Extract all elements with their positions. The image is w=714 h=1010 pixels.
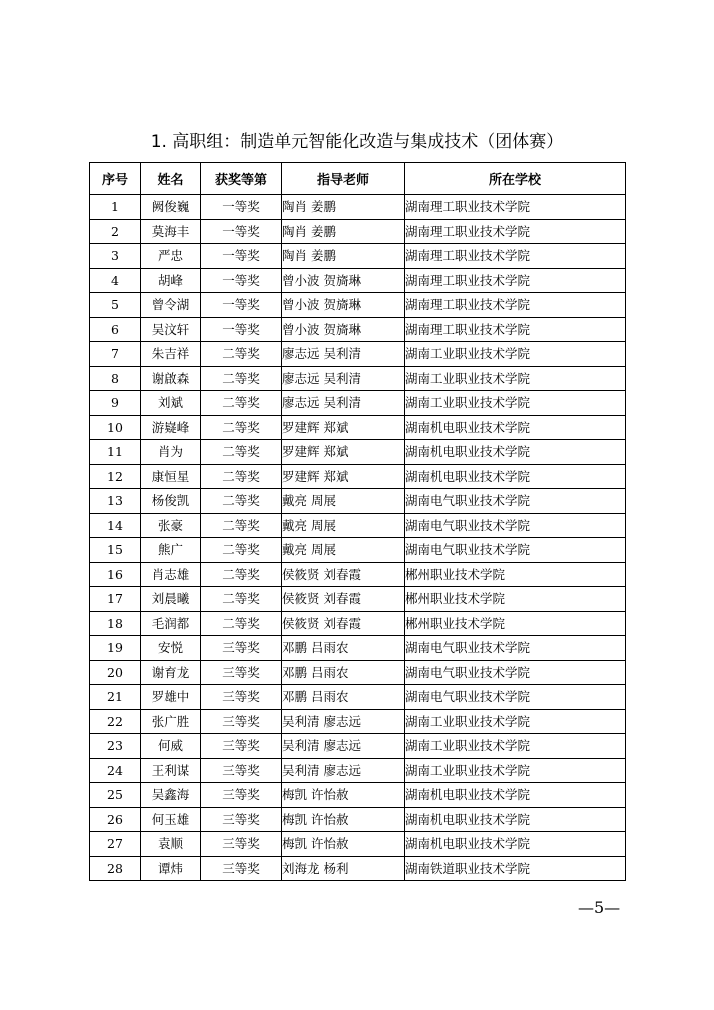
cell-no: 19 xyxy=(90,636,141,661)
cell-name: 张豪 xyxy=(141,513,201,538)
table-row xyxy=(90,660,626,685)
cell-name: 熊广 xyxy=(141,538,201,563)
cell-teacher: 梅凯 许怡赦 xyxy=(282,783,405,808)
cell-award: 二等奖 xyxy=(201,464,282,489)
cell-name: 何威 xyxy=(141,734,201,759)
cell-school: 湖南机电职业技术学院 xyxy=(405,415,626,440)
cell-no: 23 xyxy=(90,734,141,759)
cell-school: 湖南铁道职业技术学院 xyxy=(405,856,626,881)
table-row xyxy=(90,538,626,563)
cell-school: 湖南电气职业技术学院 xyxy=(405,660,626,685)
table-row xyxy=(90,342,626,367)
cell-name: 杨俊凯 xyxy=(141,489,201,514)
page-title: 1. 高职组：制造单元智能化改造与集成技术（团体赛） xyxy=(150,132,564,152)
cell-no: 25 xyxy=(90,783,141,808)
cell-teacher: 侯筱贤 刘春霞 xyxy=(282,611,405,636)
cell-name: 刘斌 xyxy=(141,391,201,416)
cell-school: 郴州职业技术学院 xyxy=(405,611,626,636)
cell-teacher: 戴亮 周展 xyxy=(282,538,405,563)
table-row xyxy=(90,734,626,759)
cell-school: 湖南电气职业技术学院 xyxy=(405,685,626,710)
cell-teacher: 廖志远 吴利清 xyxy=(282,342,405,367)
table-row xyxy=(90,832,626,857)
cell-school: 湖南工业职业技术学院 xyxy=(405,342,626,367)
cell-no: 27 xyxy=(90,832,141,857)
cell-no: 11 xyxy=(90,440,141,465)
cell-award: 三等奖 xyxy=(201,856,282,881)
cell-teacher: 吴利清 廖志远 xyxy=(282,709,405,734)
cell-teacher: 吴利清 廖志远 xyxy=(282,758,405,783)
table-row xyxy=(90,611,626,636)
cell-name: 安悦 xyxy=(141,636,201,661)
cell-award: 一等奖 xyxy=(201,219,282,244)
cell-name: 游嶷峰 xyxy=(141,415,201,440)
cell-name: 谢育龙 xyxy=(141,660,201,685)
cell-award: 二等奖 xyxy=(201,611,282,636)
cell-award: 二等奖 xyxy=(201,489,282,514)
cell-no: 12 xyxy=(90,464,141,489)
cell-teacher: 梅凯 许怡赦 xyxy=(282,807,405,832)
header-no: 序号 xyxy=(90,163,141,195)
cell-no: 8 xyxy=(90,366,141,391)
cell-teacher: 曾小波 贺旖琳 xyxy=(282,317,405,342)
cell-school: 湖南工业职业技术学院 xyxy=(405,391,626,416)
cell-no: 28 xyxy=(90,856,141,881)
cell-teacher: 戴亮 周展 xyxy=(282,489,405,514)
cell-school: 湖南理工职业技术学院 xyxy=(405,293,626,318)
cell-teacher: 陶肖 姜鹏 xyxy=(282,244,405,269)
cell-award: 三等奖 xyxy=(201,709,282,734)
table-row xyxy=(90,636,626,661)
cell-no: 16 xyxy=(90,562,141,587)
cell-no: 10 xyxy=(90,415,141,440)
table-row xyxy=(90,807,626,832)
table-row xyxy=(90,489,626,514)
cell-school: 湖南机电职业技术学院 xyxy=(405,440,626,465)
cell-name: 康恒星 xyxy=(141,464,201,489)
table-row xyxy=(90,366,626,391)
cell-school: 湖南工业职业技术学院 xyxy=(405,709,626,734)
cell-no: 5 xyxy=(90,293,141,318)
cell-name: 莫海丰 xyxy=(141,219,201,244)
table-row xyxy=(90,293,626,318)
cell-award: 三等奖 xyxy=(201,758,282,783)
table-row xyxy=(90,464,626,489)
cell-school: 湖南机电职业技术学院 xyxy=(405,807,626,832)
cell-school: 湖南电气职业技术学院 xyxy=(405,636,626,661)
cell-no: 3 xyxy=(90,244,141,269)
cell-teacher: 曾小波 贺旖琳 xyxy=(282,268,405,293)
cell-school: 郴州职业技术学院 xyxy=(405,562,626,587)
cell-teacher: 梅凯 许怡赦 xyxy=(282,832,405,857)
cell-no: 14 xyxy=(90,513,141,538)
table-row xyxy=(90,440,626,465)
cell-name: 张广胜 xyxy=(141,709,201,734)
cell-no: 20 xyxy=(90,660,141,685)
cell-teacher: 曾小波 贺旖琳 xyxy=(282,293,405,318)
table-header-row xyxy=(90,163,626,195)
cell-teacher: 侯筱贤 刘春霞 xyxy=(282,562,405,587)
table-row xyxy=(90,709,626,734)
table-row xyxy=(90,685,626,710)
cell-no: 1 xyxy=(90,195,141,220)
cell-teacher: 刘海龙 杨利 xyxy=(282,856,405,881)
cell-school: 湖南电气职业技术学院 xyxy=(405,489,626,514)
cell-name: 肖志雄 xyxy=(141,562,201,587)
award-table xyxy=(89,162,626,881)
cell-award: 三等奖 xyxy=(201,660,282,685)
cell-school: 湖南工业职业技术学院 xyxy=(405,734,626,759)
cell-award: 二等奖 xyxy=(201,538,282,563)
page-number: —5— xyxy=(578,898,621,917)
cell-no: 17 xyxy=(90,587,141,612)
cell-no: 26 xyxy=(90,807,141,832)
cell-name: 吴汶轩 xyxy=(141,317,201,342)
cell-no: 22 xyxy=(90,709,141,734)
cell-name: 毛润都 xyxy=(141,611,201,636)
cell-name: 阙俊巍 xyxy=(141,195,201,220)
cell-award: 二等奖 xyxy=(201,342,282,367)
cell-award: 一等奖 xyxy=(201,195,282,220)
cell-award: 二等奖 xyxy=(201,562,282,587)
cell-name: 谢啟森 xyxy=(141,366,201,391)
cell-no: 7 xyxy=(90,342,141,367)
table-row xyxy=(90,195,626,220)
cell-name: 何玉雄 xyxy=(141,807,201,832)
cell-teacher: 邓鹏 吕雨农 xyxy=(282,636,405,661)
cell-teacher: 邓鹏 吕雨农 xyxy=(282,685,405,710)
cell-school: 郴州职业技术学院 xyxy=(405,587,626,612)
cell-school: 湖南理工职业技术学院 xyxy=(405,244,626,269)
header-school: 所在学校 xyxy=(405,163,626,195)
cell-award: 二等奖 xyxy=(201,415,282,440)
cell-award: 三等奖 xyxy=(201,807,282,832)
table-row xyxy=(90,244,626,269)
cell-name: 王利谋 xyxy=(141,758,201,783)
cell-award: 二等奖 xyxy=(201,366,282,391)
table-row xyxy=(90,317,626,342)
cell-school: 湖南电气职业技术学院 xyxy=(405,513,626,538)
cell-school: 湖南机电职业技术学院 xyxy=(405,832,626,857)
cell-no: 9 xyxy=(90,391,141,416)
cell-school: 湖南理工职业技术学院 xyxy=(405,317,626,342)
table-body xyxy=(90,195,626,881)
cell-no: 18 xyxy=(90,611,141,636)
cell-school: 湖南机电职业技术学院 xyxy=(405,783,626,808)
cell-no: 21 xyxy=(90,685,141,710)
header-teacher: 指导老师 xyxy=(282,163,405,195)
cell-award: 三等奖 xyxy=(201,783,282,808)
cell-award: 一等奖 xyxy=(201,244,282,269)
table-row xyxy=(90,562,626,587)
cell-teacher: 侯筱贤 刘春霞 xyxy=(282,587,405,612)
table-row xyxy=(90,415,626,440)
cell-teacher: 罗建辉 郑斌 xyxy=(282,464,405,489)
cell-teacher: 吴利清 廖志远 xyxy=(282,734,405,759)
table-row xyxy=(90,513,626,538)
cell-name: 严忠 xyxy=(141,244,201,269)
cell-school: 湖南工业职业技术学院 xyxy=(405,366,626,391)
cell-name: 罗雄中 xyxy=(141,685,201,710)
cell-school: 湖南机电职业技术学院 xyxy=(405,464,626,489)
cell-award: 三等奖 xyxy=(201,734,282,759)
cell-name: 朱吉祥 xyxy=(141,342,201,367)
cell-award: 二等奖 xyxy=(201,440,282,465)
table-row xyxy=(90,783,626,808)
cell-school: 湖南理工职业技术学院 xyxy=(405,195,626,220)
table-row xyxy=(90,587,626,612)
cell-school: 湖南工业职业技术学院 xyxy=(405,758,626,783)
cell-name: 曾令湖 xyxy=(141,293,201,318)
cell-no: 24 xyxy=(90,758,141,783)
cell-name: 胡峰 xyxy=(141,268,201,293)
cell-name: 谭炜 xyxy=(141,856,201,881)
cell-no: 4 xyxy=(90,268,141,293)
cell-award: 一等奖 xyxy=(201,268,282,293)
cell-name: 肖为 xyxy=(141,440,201,465)
cell-award: 一等奖 xyxy=(201,317,282,342)
table-row xyxy=(90,268,626,293)
cell-teacher: 罗建辉 郑斌 xyxy=(282,440,405,465)
cell-award: 三等奖 xyxy=(201,636,282,661)
cell-award: 一等奖 xyxy=(201,293,282,318)
cell-teacher: 廖志远 吴利清 xyxy=(282,391,405,416)
cell-name: 吴鑫海 xyxy=(141,783,201,808)
cell-name: 袁顺 xyxy=(141,832,201,857)
table-row xyxy=(90,391,626,416)
cell-teacher: 陶肖 姜鹏 xyxy=(282,219,405,244)
cell-award: 二等奖 xyxy=(201,513,282,538)
header-award: 获奖等第 xyxy=(201,163,282,195)
cell-teacher: 邓鹏 吕雨农 xyxy=(282,660,405,685)
cell-award: 三等奖 xyxy=(201,832,282,857)
cell-teacher: 陶肖 姜鹏 xyxy=(282,195,405,220)
cell-no: 2 xyxy=(90,219,141,244)
table-row xyxy=(90,758,626,783)
cell-no: 6 xyxy=(90,317,141,342)
cell-no: 13 xyxy=(90,489,141,514)
cell-school: 湖南理工职业技术学院 xyxy=(405,268,626,293)
cell-school: 湖南理工职业技术学院 xyxy=(405,219,626,244)
cell-name: 刘晨曦 xyxy=(141,587,201,612)
cell-no: 15 xyxy=(90,538,141,563)
table-row xyxy=(90,856,626,881)
cell-award: 三等奖 xyxy=(201,685,282,710)
cell-teacher: 戴亮 周展 xyxy=(282,513,405,538)
header-name: 姓名 xyxy=(141,163,201,195)
cell-teacher: 罗建辉 郑斌 xyxy=(282,415,405,440)
cell-school: 湖南电气职业技术学院 xyxy=(405,538,626,563)
table-row xyxy=(90,219,626,244)
cell-award: 二等奖 xyxy=(201,391,282,416)
cell-teacher: 廖志远 吴利清 xyxy=(282,366,405,391)
cell-award: 二等奖 xyxy=(201,587,282,612)
